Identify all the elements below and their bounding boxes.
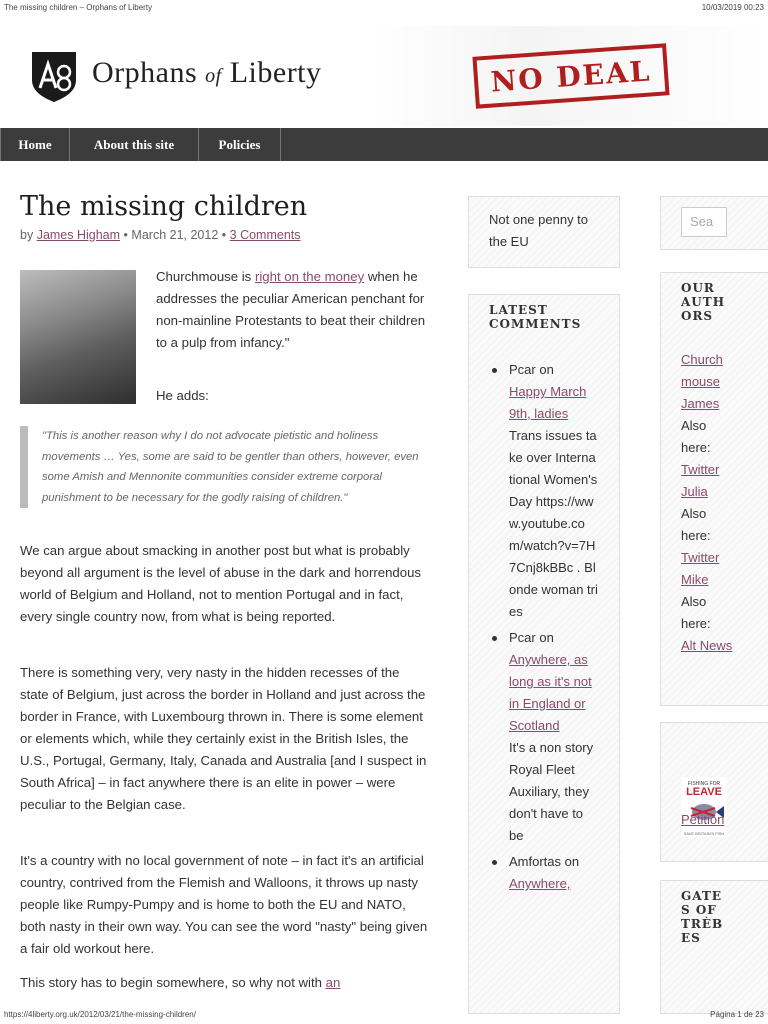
- print-datetime: 10/03/2019 00:23: [701, 3, 764, 12]
- comment-author: Pcar on: [509, 362, 554, 377]
- intro-paragraph: [156, 266, 426, 354]
- comment-excerpt: Trans issues take over International Women's Day https://www.youtube.com/watch?v=7H7Cnj8kBBc . Blonde woman tries: [509, 428, 598, 619]
- nav-about[interactable]: About this site: [70, 128, 199, 161]
- comment-author: Pcar on: [509, 630, 554, 645]
- no-deal-stamp: NO DEAL: [472, 43, 669, 108]
- also-here-label: Also here:: [681, 506, 711, 543]
- print-header: [0, 0, 768, 14]
- main-nav: [0, 128, 768, 161]
- nav-home[interactable]: Home: [0, 128, 70, 161]
- search-input[interactable]: Sea: [681, 207, 727, 237]
- author-julia-link[interactable]: Julia: [681, 484, 708, 499]
- paragraph-1: We can argue about smacking in another post but what is probably beyond all argument is the level of abuse in the dark and horrendous world of Belgium and Holland, not to mention Portugal and in fact, every single country now, from what is being reported.: [20, 543, 422, 624]
- comment-excerpt: It's a non story Royal Fleet Auxiliary, they don't have to be: [509, 740, 594, 843]
- meta-by: by: [20, 227, 34, 242]
- meta-separator: •: [123, 227, 128, 242]
- print-page: Página 1 de 23: [710, 1010, 764, 1019]
- intro-text-cont: when he addresses the peculiar American penchant for non-mainline Protestants to beat their children to a pulp from infancy.": [156, 269, 426, 350]
- site-name-orphans: Orphans: [92, 56, 198, 89]
- fishing-for-leave-widget: [660, 722, 768, 862]
- f4l-line-1: FISHING FOR: [687, 781, 721, 787]
- f4l-line-2: LEAVE: [686, 786, 722, 798]
- alt-news-link[interactable]: Alt News: [681, 638, 733, 653]
- adds-line: He adds:: [156, 388, 209, 403]
- site-logo-icon[interactable]: [26, 48, 82, 104]
- site-name-of: of: [205, 65, 222, 87]
- print-footer: [0, 1010, 768, 1024]
- f4l-line-3: SAVE BRITAIN'S FISH: [683, 831, 725, 836]
- author-churchmouse-link[interactable]: Churchmouse: [681, 352, 723, 389]
- intro-text: Churchmouse is: [156, 269, 255, 284]
- twitter-link[interactable]: Twitter: [681, 462, 720, 477]
- petition-link[interactable]: Petition: [681, 812, 725, 827]
- latest-comments-widget: [468, 294, 620, 1014]
- author-james-link[interactable]: James: [681, 396, 720, 411]
- latest-comments-title: LATEST COMMENTS: [489, 303, 582, 331]
- site-name-liberty: Liberty: [229, 56, 322, 89]
- print-title: The missing children – Orphans of Liberty: [4, 3, 153, 12]
- paragraph-4: [20, 972, 430, 994]
- an-link[interactable]: an: [325, 975, 341, 990]
- paragraph-2: There is something very, very nasty in the hidden recesses of the state of Belgium, just across the border in Holland and just across the border in France, with Luxembourg thrown in. There is some element or elements which, while they certainly exist in the British Isles, the U.S., Portugal, Germany, Italy, Canada and Australia [and I suspect in South Africa] – in fact anywhere there is an elite in power – were peculiar to the Belgian case.: [20, 665, 427, 812]
- also-here-label: Also here:: [681, 594, 711, 631]
- comment-item: [489, 627, 599, 847]
- p4-text: This story has to begin somewhere, so why not with: [20, 975, 326, 990]
- authors-list: [681, 349, 733, 657]
- blockquote: "This is another reason why I do not advocate pietistic and holiness movements … Yes, some are said to be gentler than others, however, even some Amish and Mennonite communities consider extreme corporal punishment to be necessary for the godly raising of children.": [20, 426, 430, 508]
- comment-item: [489, 851, 599, 895]
- comments-link[interactable]: 3 Comments: [229, 227, 301, 242]
- nav-policies[interactable]: Policies: [199, 128, 281, 161]
- right-on-the-money-link[interactable]: right on the money: [254, 269, 365, 284]
- comments-list: [489, 359, 599, 895]
- site-title[interactable]: [92, 56, 322, 90]
- comment-post-link[interactable]: Anywhere,: [509, 876, 571, 891]
- gates-title: GATES OF TRÈBES: [681, 889, 724, 945]
- site-header: [0, 26, 768, 126]
- print-url: https://4liberty.org.uk/2012/03/21/the-missing-children/: [4, 1010, 196, 1019]
- comment-item: [489, 359, 599, 623]
- author-mike-link[interactable]: Mike: [681, 572, 709, 587]
- penny-widget: [468, 196, 620, 268]
- comment-post-link[interactable]: Anywhere, as long as it's not in England or Scotland: [509, 652, 592, 733]
- paragraph-3: It's a country with no local government of note – in fact it's an artificial country, contrived from the Flemish and Walloons, it throws up nasty people like Rumpy-Pumpy and is home to both the EU and NATO, both nasty in their own way. You can see the word "nasty" being given a fair old workout here.: [20, 853, 428, 956]
- petition-link-wrap: [681, 809, 729, 831]
- article: [20, 190, 430, 990]
- post-title: The missing children: [20, 191, 308, 222]
- comment-post-link[interactable]: Happy March 9th, ladies: [509, 384, 587, 421]
- author-link[interactable]: James Higham: [36, 227, 121, 242]
- also-here-label: Also here:: [681, 418, 711, 455]
- search-widget: [660, 196, 768, 250]
- penny-text: Not one penny to the EU: [489, 212, 589, 249]
- meta-separator: •: [221, 227, 227, 242]
- gates-widget: [660, 880, 768, 1014]
- authors-title: OUR AUTHORS: [681, 281, 726, 323]
- portrait-image: [20, 270, 136, 404]
- twitter-link[interactable]: Twitter: [681, 550, 720, 565]
- authors-widget: [660, 272, 768, 706]
- post-date: March 21, 2012: [131, 227, 219, 242]
- post-meta: [20, 228, 430, 242]
- comment-author: Amfortas on: [509, 854, 580, 869]
